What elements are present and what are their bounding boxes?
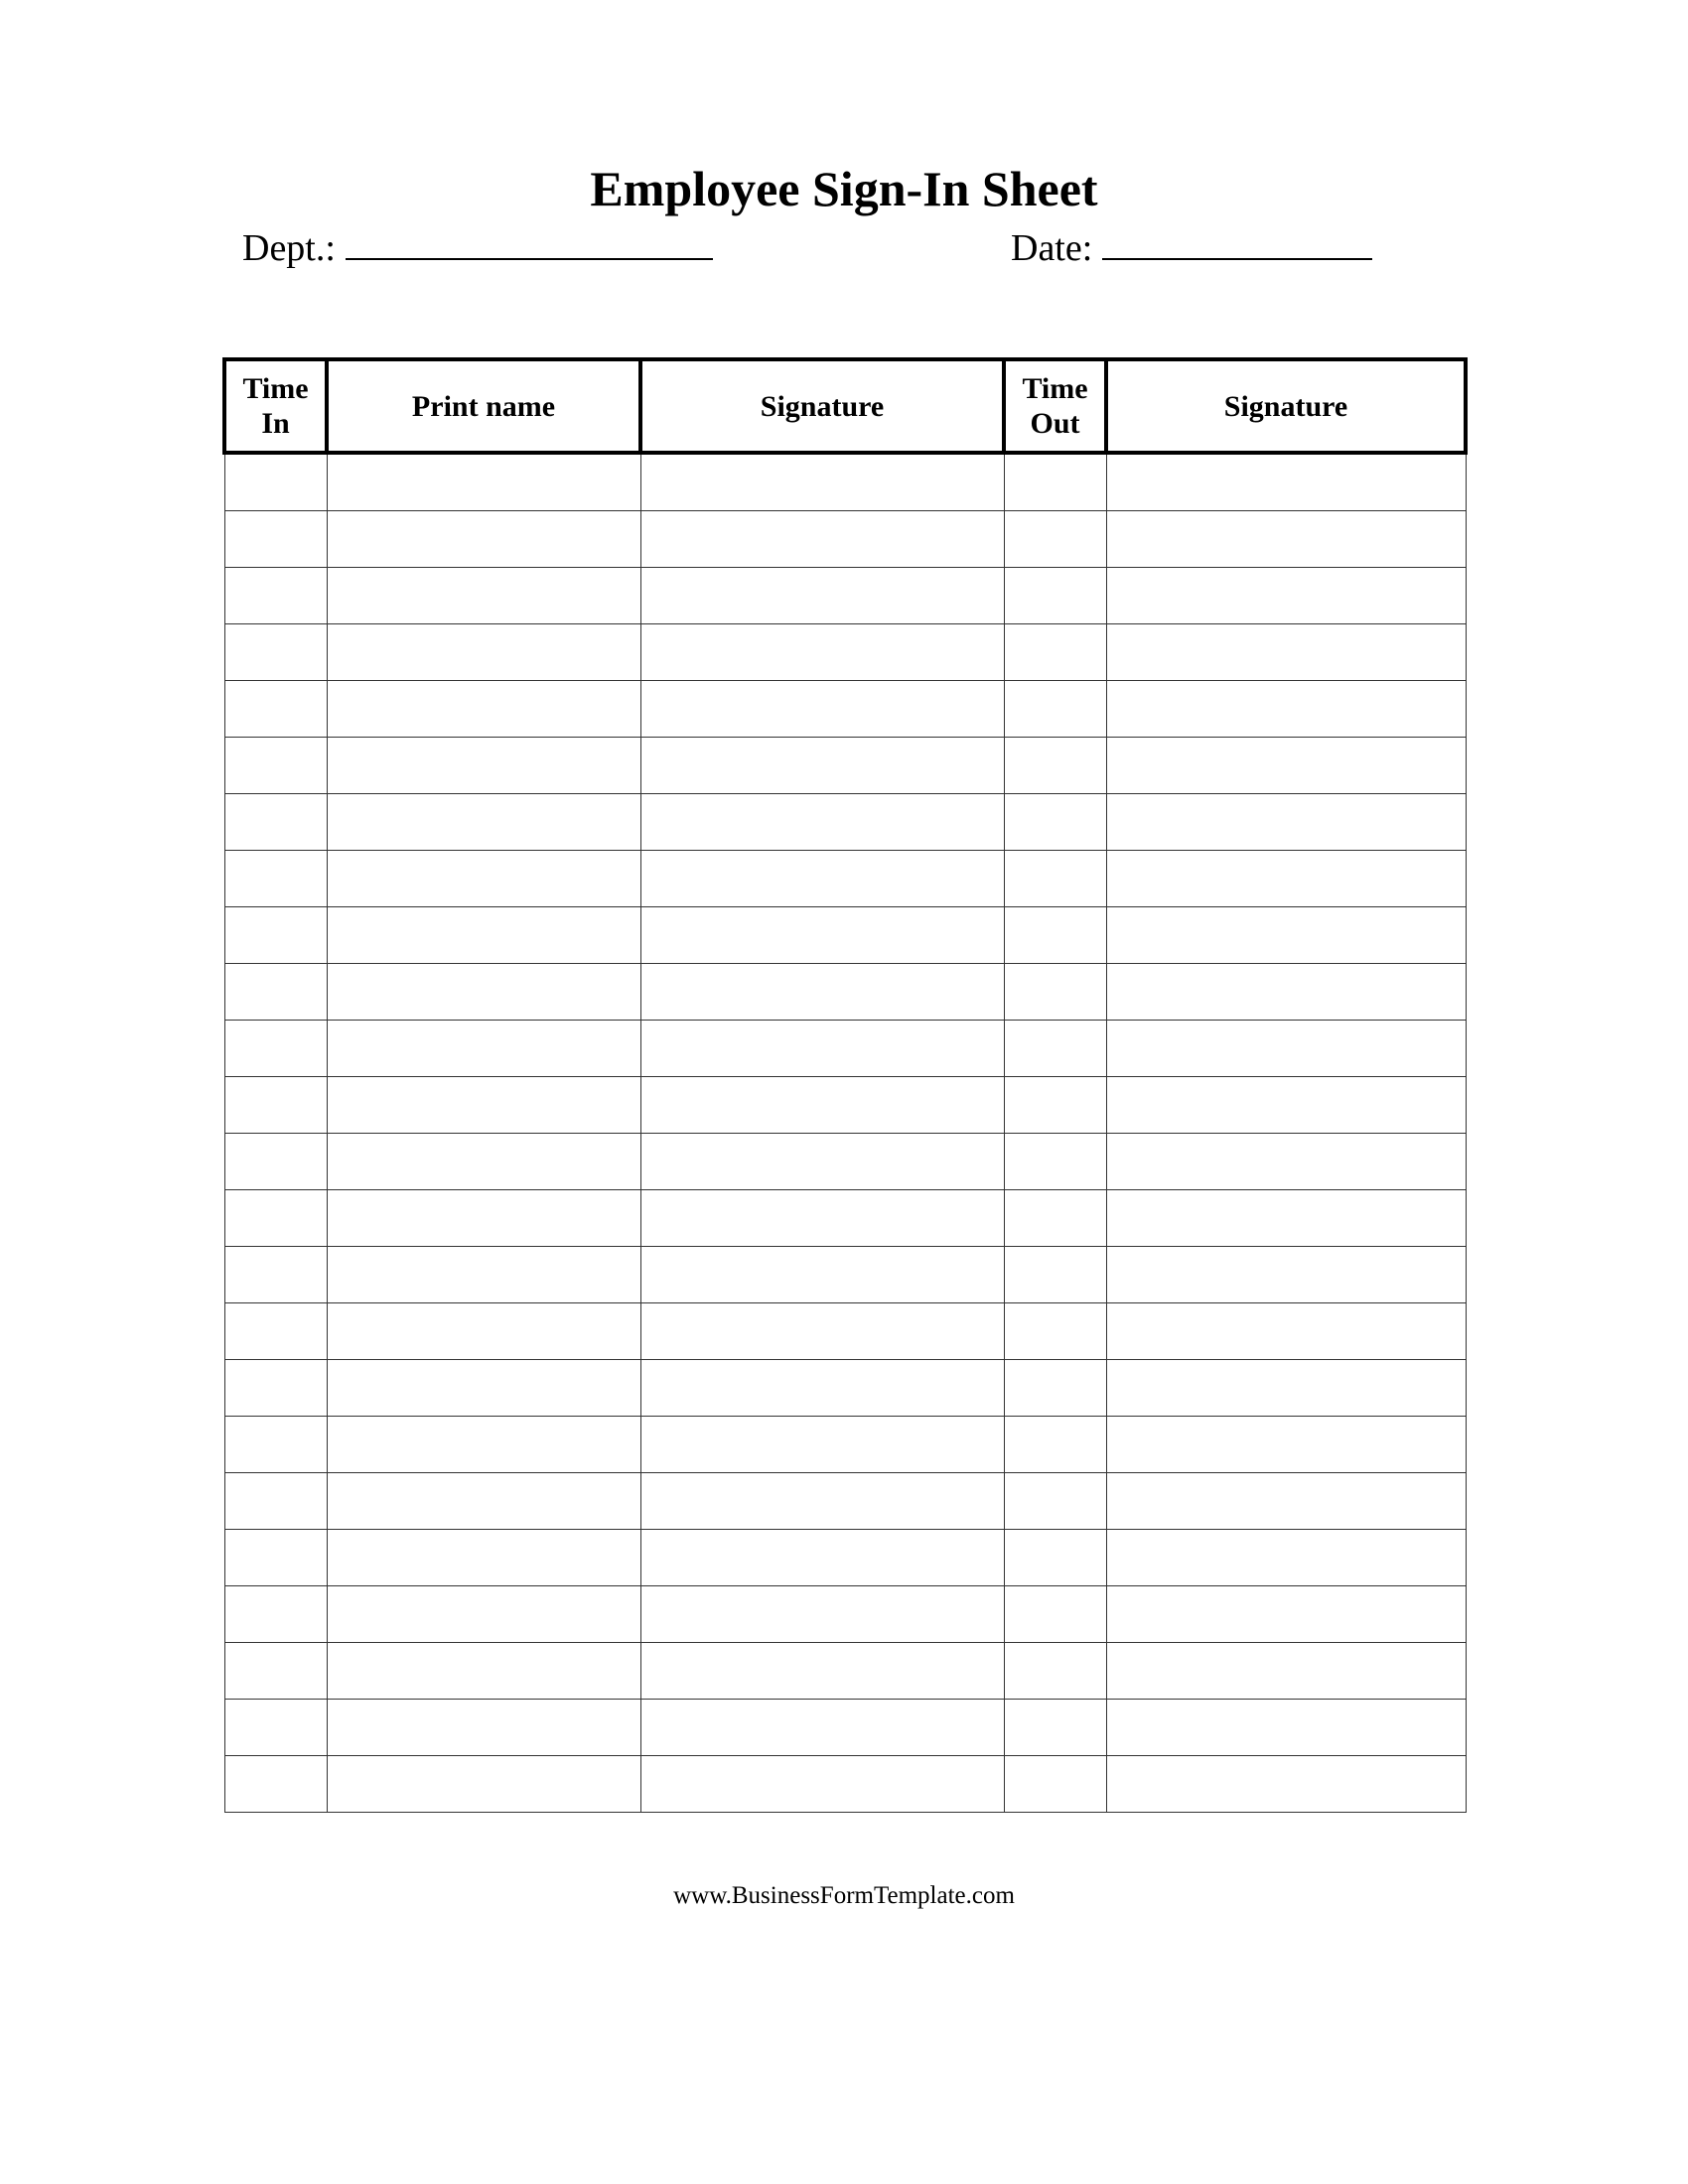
signature-out-cell[interactable] [1106,851,1466,907]
print-name-cell[interactable] [327,1077,640,1134]
time-out-cell[interactable] [1004,738,1106,794]
signature-in-cell[interactable] [640,1077,1004,1134]
time-out-cell[interactable] [1004,511,1106,568]
time-in-cell[interactable] [224,1586,327,1643]
time-in-cell[interactable] [224,851,327,907]
signature-in-cell[interactable] [640,568,1004,624]
signature-in-cell[interactable] [640,624,1004,681]
time-out-cell[interactable] [1004,1134,1106,1190]
table-row [224,1756,1466,1813]
table-row [224,1247,1466,1303]
print-name-cell[interactable] [327,1190,640,1247]
time-out-cell[interactable] [1004,1417,1106,1473]
time-out-cell[interactable] [1004,1586,1106,1643]
signature-out-cell[interactable] [1106,964,1466,1021]
table-row [224,1473,1466,1530]
table-row [224,1586,1466,1643]
signature-out-cell[interactable] [1106,1643,1466,1700]
time-out-cell[interactable] [1004,851,1106,907]
time-out-cell[interactable] [1004,964,1106,1021]
print-name-cell[interactable] [327,907,640,964]
time-in-cell[interactable] [224,1077,327,1134]
time-in-cell[interactable] [224,964,327,1021]
date-label: Date: [1011,227,1093,269]
time-out-cell[interactable] [1004,1756,1106,1813]
table-row [224,1190,1466,1247]
time-out-cell[interactable] [1004,1247,1106,1303]
header-time-out: Time Out [1004,359,1106,453]
time-out-cell[interactable] [1004,1700,1106,1756]
signature-out-cell[interactable] [1106,1700,1466,1756]
signature-out-cell[interactable] [1106,1756,1466,1813]
signature-in-cell[interactable] [640,1190,1004,1247]
time-out-cell[interactable] [1004,681,1106,738]
print-name-cell[interactable] [327,794,640,851]
print-name-cell[interactable] [327,453,640,511]
time-out-cell[interactable] [1004,1473,1106,1530]
time-out-cell[interactable] [1004,1190,1106,1247]
time-in-cell[interactable] [224,1530,327,1586]
print-name-cell[interactable] [327,1247,640,1303]
signature-in-cell[interactable] [640,1700,1004,1756]
table-row [224,568,1466,624]
signature-in-cell[interactable] [640,1756,1004,1813]
signature-in-cell[interactable] [640,794,1004,851]
time-in-cell[interactable] [224,1360,327,1417]
print-name-cell[interactable] [327,568,640,624]
print-name-cell[interactable] [327,738,640,794]
signature-in-cell[interactable] [640,1417,1004,1473]
time-out-cell[interactable] [1004,1077,1106,1134]
table-row [224,1643,1466,1700]
time-out-cell[interactable] [1004,1360,1106,1417]
table-row [224,1700,1466,1756]
signature-in-cell[interactable] [640,453,1004,511]
header-signature-in: Signature [640,359,1004,453]
time-out-cell[interactable] [1004,1303,1106,1360]
time-in-cell[interactable] [224,1700,327,1756]
table-row [224,624,1466,681]
table-row [224,1417,1466,1473]
print-name-cell[interactable] [327,1303,640,1360]
header-time-in: Time In [224,359,327,453]
print-name-cell[interactable] [327,681,640,738]
time-in-cell[interactable] [224,794,327,851]
signature-out-cell[interactable] [1106,1021,1466,1077]
signature-in-cell[interactable] [640,738,1004,794]
table-row [224,851,1466,907]
table-row [224,907,1466,964]
signature-out-cell[interactable] [1106,794,1466,851]
table-row [224,1021,1466,1077]
table-row [224,511,1466,568]
signature-out-cell[interactable] [1106,1134,1466,1190]
print-name-cell[interactable] [327,1417,640,1473]
table-row [224,794,1466,851]
print-name-cell[interactable] [327,964,640,1021]
sign-in-table [222,357,1468,1813]
time-in-cell[interactable] [224,1190,327,1247]
signature-out-cell[interactable] [1106,738,1466,794]
print-name-cell[interactable] [327,1360,640,1417]
print-name-cell[interactable] [327,1586,640,1643]
signature-out-cell[interactable] [1106,1247,1466,1303]
signature-out-cell[interactable] [1106,624,1466,681]
time-in-cell[interactable] [224,738,327,794]
print-name-cell[interactable] [327,1643,640,1700]
time-in-cell[interactable] [224,568,327,624]
signature-in-cell[interactable] [640,907,1004,964]
signature-out-cell[interactable] [1106,1303,1466,1360]
signature-in-cell[interactable] [640,1303,1004,1360]
signature-out-cell[interactable] [1106,568,1466,624]
print-name-cell[interactable] [327,1021,640,1077]
header-print-name: Print name [327,359,640,453]
print-name-cell[interactable] [327,1756,640,1813]
signature-in-cell[interactable] [640,1247,1004,1303]
time-in-cell[interactable] [224,1303,327,1360]
signature-out-cell[interactable] [1106,453,1466,511]
page-title: Employee Sign-In Sheet [590,161,1098,216]
time-in-cell[interactable] [224,1473,327,1530]
time-out-cell[interactable] [1004,794,1106,851]
signature-in-cell[interactable] [640,964,1004,1021]
signature-out-cell[interactable] [1106,1473,1466,1530]
print-name-cell[interactable] [327,624,640,681]
time-out-cell[interactable] [1004,1021,1106,1077]
print-name-cell[interactable] [327,1530,640,1586]
table-row [224,453,1466,511]
table-row [224,964,1466,1021]
dept-field [242,224,713,272]
signature-out-cell[interactable] [1106,1530,1466,1586]
signature-out-cell[interactable] [1106,1360,1466,1417]
print-name-cell[interactable] [327,1134,640,1190]
time-in-cell[interactable] [224,1247,327,1303]
signature-in-cell[interactable] [640,1473,1004,1530]
date-field [1011,224,1372,272]
time-in-cell[interactable] [224,681,327,738]
time-in-cell[interactable] [224,511,327,568]
signature-out-cell[interactable] [1106,1586,1466,1643]
table-row [224,1530,1466,1586]
signature-out-cell[interactable] [1106,1077,1466,1134]
table-header-row [224,359,1466,453]
table-row [224,738,1466,794]
time-out-cell[interactable] [1004,907,1106,964]
signature-in-cell[interactable] [640,1586,1004,1643]
print-name-cell[interactable] [327,1700,640,1756]
time-in-cell[interactable] [224,1134,327,1190]
time-in-cell[interactable] [224,453,327,511]
signature-in-cell[interactable] [640,1530,1004,1586]
signature-out-cell[interactable] [1106,907,1466,964]
table-row [224,1134,1466,1190]
signature-out-cell[interactable] [1106,511,1466,568]
table-row [224,1303,1466,1360]
table-row [224,1077,1466,1134]
time-out-cell[interactable] [1004,568,1106,624]
print-name-cell[interactable] [327,851,640,907]
time-out-cell[interactable] [1004,453,1106,511]
signature-in-cell[interactable] [640,1134,1004,1190]
print-name-cell[interactable] [327,1473,640,1530]
time-in-cell[interactable] [224,1643,327,1700]
dept-blank-line[interactable] [346,228,713,260]
time-in-cell[interactable] [224,624,327,681]
signature-in-cell[interactable] [640,1360,1004,1417]
signature-out-cell[interactable] [1106,681,1466,738]
time-in-cell[interactable] [224,907,327,964]
footer-url: www.BusinessFormTemplate.com [673,1882,1015,1909]
time-in-cell[interactable] [224,1417,327,1473]
time-out-cell[interactable] [1004,1643,1106,1700]
signature-in-cell[interactable] [640,851,1004,907]
time-out-cell[interactable] [1004,1530,1106,1586]
table-row [224,681,1466,738]
table-row [224,1360,1466,1417]
signature-in-cell[interactable] [640,1021,1004,1077]
header-signature-out: Signature [1106,359,1466,453]
time-in-cell[interactable] [224,1756,327,1813]
signature-in-cell[interactable] [640,681,1004,738]
dept-label: Dept.: [242,227,336,269]
print-name-cell[interactable] [327,511,640,568]
signature-in-cell[interactable] [640,511,1004,568]
time-out-cell[interactable] [1004,624,1106,681]
time-in-cell[interactable] [224,1021,327,1077]
date-blank-line[interactable] [1102,228,1372,260]
signature-out-cell[interactable] [1106,1190,1466,1247]
signature-out-cell[interactable] [1106,1417,1466,1473]
signature-in-cell[interactable] [640,1643,1004,1700]
